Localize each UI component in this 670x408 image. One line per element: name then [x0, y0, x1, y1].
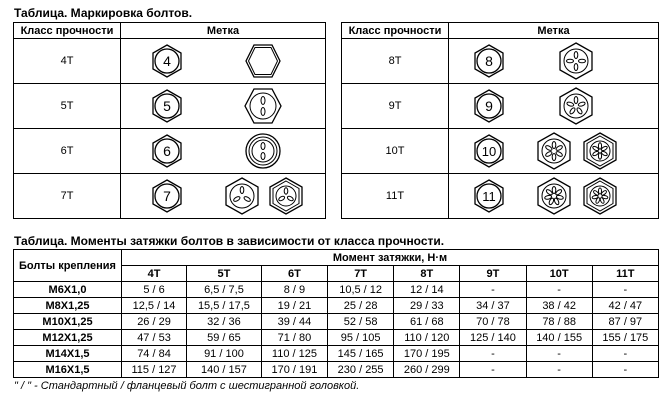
marking-row [342, 84, 659, 129]
marking-row [342, 129, 659, 174]
header-class: Класс прочности [342, 23, 449, 39]
torque-cell: 5 / 6 [122, 282, 187, 298]
torque-cell: - [460, 362, 526, 378]
bolt-head-numbered-icon [472, 134, 506, 168]
torque-cell: - [526, 282, 592, 298]
torque-cell: - [526, 362, 592, 378]
class-header: 4T [122, 266, 187, 282]
torque-cell: 6,5 / 7,5 [187, 282, 262, 298]
torque-cell: 8 / 9 [261, 282, 327, 298]
bolt-head-plain-icon [245, 43, 281, 79]
torque-cell: 29 / 33 [394, 298, 460, 314]
torque-cell: 110 / 125 [261, 346, 327, 362]
class-cell: 8T [342, 39, 449, 84]
torque-cell: 125 / 140 [460, 330, 526, 346]
svg-text:10: 10 [481, 144, 497, 159]
torque-cell: 110 / 120 [394, 330, 460, 346]
torque-cell: 230 / 255 [328, 362, 394, 378]
class-header: 7T [328, 266, 394, 282]
class-cell: 6T [14, 129, 121, 174]
bolt-head-numbered-icon [472, 89, 506, 123]
mark-cell [449, 39, 659, 84]
torque-cell: - [592, 282, 658, 298]
bolt-head-round-two-dots-icon [244, 132, 282, 170]
torque-table-title: Таблица. Моменты затяжки болтов в зависимости от класса прочности. [14, 234, 445, 248]
torque-cell: 52 / 58 [328, 314, 394, 330]
marking-table-left [13, 22, 326, 219]
bolt-head-numbered-icon [472, 179, 506, 213]
table-row [14, 330, 659, 346]
torque-cell: 170 / 191 [261, 362, 327, 378]
header-mark: Метка [121, 23, 326, 39]
table-row [14, 314, 659, 330]
torque-cell: 70 / 78 [460, 314, 526, 330]
marking-row [14, 39, 326, 84]
bolt-head-numbered-icon [150, 89, 184, 123]
mark-cell [121, 84, 326, 129]
torque-cell: 15,5 / 17,5 [187, 298, 262, 314]
torque-cell: - [592, 346, 658, 362]
class-header: 6T [261, 266, 327, 282]
torque-table [13, 249, 659, 378]
bolt-head-numbered-icon [150, 134, 184, 168]
torque-cell: 115 / 127 [122, 362, 187, 378]
class-header: 5T [187, 266, 262, 282]
table-row [14, 346, 659, 362]
class-cell: 7T [14, 174, 121, 219]
table-row [14, 282, 659, 298]
bolt-size-cell: M14X1,5 [14, 346, 122, 362]
svg-text:4: 4 [163, 53, 171, 69]
table-row [14, 362, 659, 378]
torque-cell: - [526, 346, 592, 362]
bolt-size-cell: M12X1,25 [14, 330, 122, 346]
torque-cell: 74 / 84 [122, 346, 187, 362]
svg-text:8: 8 [485, 53, 493, 69]
torque-cell: 78 / 88 [526, 314, 592, 330]
svg-text:9: 9 [485, 98, 493, 114]
bolt-head-five-dots-icon [557, 87, 595, 125]
torque-cell: 39 / 44 [261, 314, 327, 330]
marking-row [14, 129, 326, 174]
torque-cell: 19 / 21 [261, 298, 327, 314]
header-class: Класс прочности [14, 23, 121, 39]
torque-cell: 25 / 28 [328, 298, 394, 314]
torque-cell: 61 / 68 [394, 314, 460, 330]
torque-cell: 12 / 14 [394, 282, 460, 298]
bolt-size-cell: M10X1,25 [14, 314, 122, 330]
torque-cell: 87 / 97 [592, 314, 658, 330]
torque-cell: 260 / 299 [394, 362, 460, 378]
torque-cell: 71 / 80 [261, 330, 327, 346]
svg-text:7: 7 [163, 188, 171, 204]
mark-cell [449, 129, 659, 174]
bolt-head-numbered-icon [150, 44, 184, 78]
class-header: 10T [526, 266, 592, 282]
torque-cell: 91 / 100 [187, 346, 262, 362]
mark-cell [121, 129, 326, 174]
bolt-head-flange-three-dots-icon [267, 177, 305, 215]
marking-table-title: Таблица. Маркировка болтов. [14, 6, 193, 20]
torque-cell: 140 / 157 [187, 362, 262, 378]
table-row [14, 298, 659, 314]
mark-cell [449, 84, 659, 129]
bolt-head-numbered-icon [472, 44, 506, 78]
bolt-head-three-dots-icon [223, 177, 261, 215]
footnote: " / " - Стандартный / фланцевый болт с шестигранной головкой. [14, 380, 360, 392]
torque-cell: 10,5 / 12 [328, 282, 394, 298]
torque-cell: 155 / 175 [592, 330, 658, 346]
torque-cell: 145 / 165 [328, 346, 394, 362]
torque-cell: 32 / 36 [187, 314, 262, 330]
class-header: 11T [592, 266, 658, 282]
torque-cell: - [460, 346, 526, 362]
torque-cell: 38 / 42 [526, 298, 592, 314]
bolt-head-flange-six-dots-icon [581, 132, 619, 170]
torque-cell: 170 / 195 [394, 346, 460, 362]
marking-table-right [341, 22, 659, 219]
bolt-size-cell: M16X1,5 [14, 362, 122, 378]
header-mark: Метка [449, 23, 659, 39]
class-cell: 11T [342, 174, 449, 219]
bolt-head-flange-seven-dots-icon [581, 177, 619, 215]
svg-text:11: 11 [482, 189, 496, 204]
header-moment: Момент затяжки, Н·м [122, 250, 659, 266]
bolt-size-cell: M8X1,25 [14, 298, 122, 314]
class-cell: 5T [14, 84, 121, 129]
torque-cell: 12,5 / 14 [122, 298, 187, 314]
class-header: 9T [460, 266, 526, 282]
bolt-size-cell: M6X1,0 [14, 282, 122, 298]
torque-cell: - [592, 362, 658, 378]
torque-cell: 95 / 105 [328, 330, 394, 346]
torque-cell: - [460, 282, 526, 298]
bolt-head-six-dots-icon [535, 132, 573, 170]
torque-cell: 34 / 37 [460, 298, 526, 314]
svg-text:6: 6 [163, 143, 171, 159]
torque-cell: 42 / 47 [592, 298, 658, 314]
class-cell: 4T [14, 39, 121, 84]
torque-cell: 26 / 29 [122, 314, 187, 330]
bolt-head-four-dots-icon [557, 42, 595, 80]
header-bolts: Болты крепления [14, 250, 122, 282]
bolt-head-two-dots-icon [244, 87, 282, 125]
class-header: 8T [394, 266, 460, 282]
mark-cell [121, 174, 326, 219]
mark-cell [449, 174, 659, 219]
marking-row [342, 174, 659, 219]
marking-row [14, 174, 326, 219]
class-cell: 10T [342, 129, 449, 174]
bolt-head-seven-dots-icon [535, 177, 573, 215]
svg-text:5: 5 [163, 98, 171, 114]
torque-cell: 140 / 155 [526, 330, 592, 346]
mark-cell [121, 39, 326, 84]
class-cell: 9T [342, 84, 449, 129]
marking-row [342, 39, 659, 84]
marking-row [14, 84, 326, 129]
torque-cell: 59 / 65 [187, 330, 262, 346]
bolt-head-numbered-icon [150, 179, 184, 213]
torque-cell: 47 / 53 [122, 330, 187, 346]
